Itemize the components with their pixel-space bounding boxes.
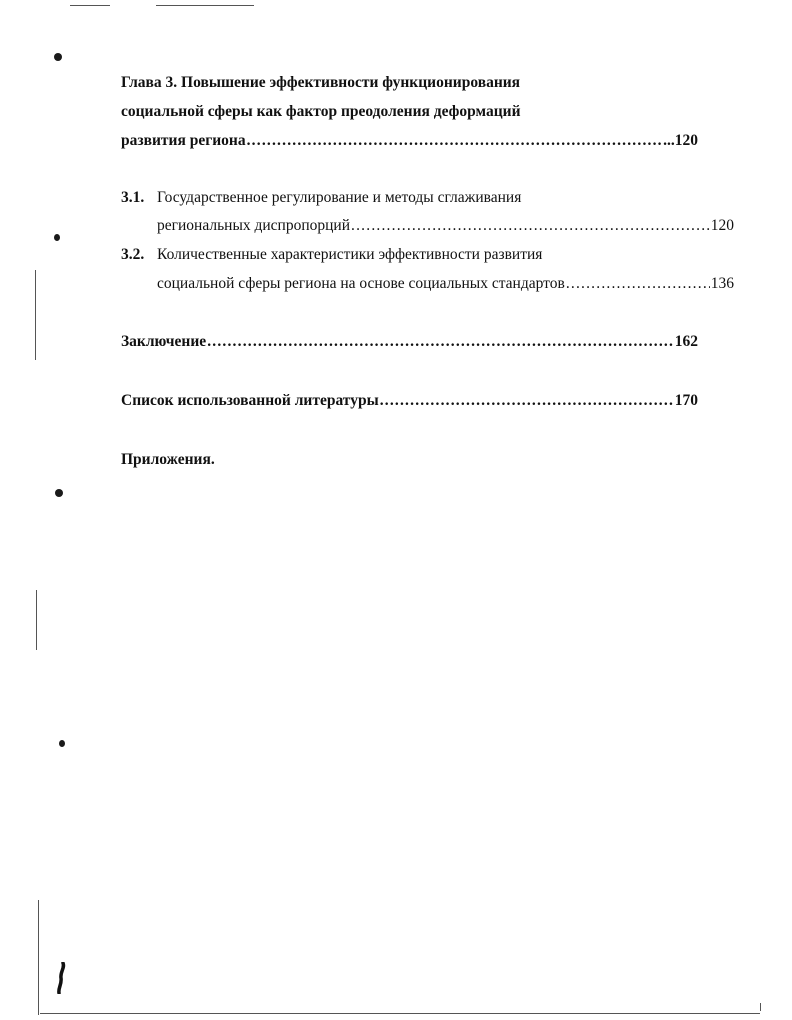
section-3-2-line1 [121,245,698,265]
section-3-1-line1 [121,188,698,208]
left-edge-line [38,900,39,1015]
section-title: Количественные характеристики эффективности развития [157,246,543,263]
dot-leader [380,391,674,411]
section-3-2-line2 [121,274,734,294]
conclusion-entry [121,332,698,352]
section-page-number: 120 [710,217,734,234]
margin-ink-mark [56,962,66,994]
punch-hole-mark [55,489,63,497]
dot-leader [566,274,710,294]
top-edge-mark [156,5,254,6]
section-number: 3.2. [121,246,145,263]
conclusion-page-number: 162 [674,333,698,350]
right-corner-mark [760,1003,761,1011]
bottom-edge-line [40,1013,760,1014]
section-title-end: социальной сферы региона на основе социальных стандартов [157,275,565,292]
section-title: Государственное регулирование и методы сглаживания [157,189,522,206]
chapter3-title-line1: Глава 3. Повышение эффективности функционирования [121,74,521,91]
punch-hole-mark [59,740,65,747]
appendix-entry: Приложения. [121,451,215,468]
section-title-end: региональных диспропорций [157,217,351,234]
dot-leader [247,131,663,151]
references-page-number: 170 [674,392,698,409]
chapter3-title-line3 [121,131,698,151]
top-edge-mark [70,5,110,6]
punch-hole-mark [54,53,62,61]
left-edge-line [36,590,37,650]
references-label: Список использованной литературы [121,392,379,409]
section-3-1-line2 [121,216,734,236]
chapter3-title-line2: социальной сферы как фактор преодоления деформаций [121,103,521,120]
section-page-number: 136 [710,275,734,292]
chapter3-title-end: развития региона [121,132,246,149]
dot-leader [207,332,674,352]
references-entry [121,391,698,411]
chapter3-page-number: ...120 [663,132,698,149]
dot-leader [351,216,710,236]
conclusion-label: Заключение [121,333,207,350]
section-number: 3.1. [121,189,145,206]
punch-hole-mark [54,234,60,241]
left-edge-line [35,270,36,360]
